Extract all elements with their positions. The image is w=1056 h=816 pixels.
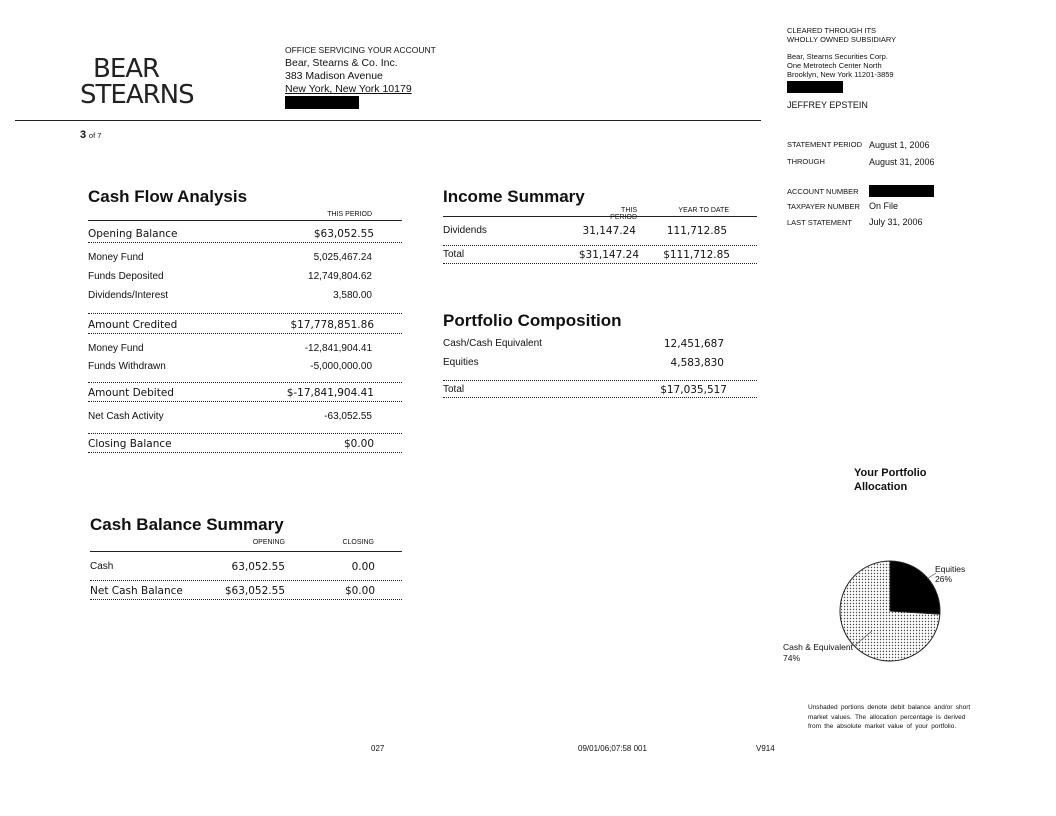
- allocation-title-line2: Allocation: [854, 481, 908, 493]
- cash-balance-col2: CLOSING: [342, 539, 374, 546]
- cash-balance-cash-row: [90, 561, 402, 575]
- taxpayer-value: On File: [869, 201, 899, 211]
- redacted-box: [787, 81, 843, 93]
- through-label: THROUGH: [787, 157, 825, 166]
- bear-stearns-logo: [80, 56, 194, 108]
- divider: [90, 599, 402, 600]
- portfolio-equities-label: Equities: [443, 357, 479, 368]
- cash-flow-col-header: THIS PERIOD: [327, 211, 372, 218]
- income-total-row: [443, 249, 757, 262]
- cash-balance-cash-open: 63,052.55: [231, 561, 285, 573]
- withdrawn-value: -5,000,000.00: [310, 361, 372, 372]
- net-activity-value: -63,052.55: [324, 411, 372, 422]
- divider: [88, 401, 402, 402]
- portfolio-cash-label: Cash/Cash Equivalent: [443, 338, 542, 349]
- office-line1: Bear, Stearns & Co. Inc.: [285, 57, 398, 69]
- logo-line2: STEARNS: [80, 80, 194, 110]
- cash-flow-title: Cash Flow Analysis: [88, 187, 248, 206]
- clearing-line5: Brooklyn, New York 11201-3859: [787, 70, 894, 79]
- clearing-line3: Bear, Stearns Securities Corp.: [787, 52, 888, 61]
- office-block: [285, 44, 436, 113]
- note-line2: market values. The allocation percentage is derived: [808, 713, 966, 721]
- portfolio-cash-row: [443, 338, 757, 350]
- closing-label: Closing Balance: [88, 438, 172, 450]
- cash-balance-section: [90, 515, 402, 600]
- divider: [88, 333, 402, 334]
- portfolio-equities-row: [443, 357, 757, 369]
- money-fund2-label: Money Fund: [88, 343, 144, 354]
- cash-legend: [783, 642, 853, 664]
- portfolio-cash-value: 12,451,687: [663, 338, 724, 350]
- footer-code2: V914: [756, 744, 775, 753]
- office-header: OFFICE SERVICING YOUR ACCOUNT: [285, 45, 436, 55]
- dividends-value: 3,580.00: [333, 290, 372, 301]
- debited-label: Amount Debited: [88, 387, 174, 399]
- taxpayer-label: TAXPAYER NUMBER: [787, 201, 860, 211]
- clearing-line1: CLEARED THROUGH ITS: [787, 26, 877, 35]
- dividends-row: [88, 290, 402, 301]
- cash-balance-title: Cash Balance Summary: [90, 515, 284, 534]
- money-fund-row: [88, 252, 402, 263]
- opening-row: [88, 228, 402, 240]
- dividends-label: Dividends/Interest: [88, 290, 169, 301]
- withdrawn-row: [88, 361, 402, 372]
- income-dividends-ytd: 111,712.85: [666, 225, 727, 237]
- cash-balance-net-close: $0.00: [344, 585, 375, 597]
- opening-value: $63,052.55: [313, 228, 374, 240]
- divider: [90, 551, 402, 552]
- income-dividends-row: [443, 225, 757, 239]
- page-total: of 7: [88, 131, 102, 140]
- cash-balance-net-open: $63,052.55: [224, 585, 285, 597]
- office-line3: New York, New York 10179: [285, 83, 412, 95]
- page-current: 3: [80, 129, 87, 141]
- money-fund-value: 5,025,467.24: [313, 252, 372, 263]
- equities-legend: [935, 564, 965, 584]
- cash-balance-cash-close: 0.00: [351, 561, 375, 573]
- cash-equiv-label: Cash & Equivalent: [783, 642, 853, 652]
- net-activity-row: [88, 411, 402, 422]
- footer-code1: 027: [371, 744, 385, 753]
- client-name: JEFFREY EPSTEIN: [787, 100, 868, 110]
- credited-label: Amount Credited: [88, 319, 178, 331]
- income-dividends-period: 31,147.24: [582, 225, 636, 237]
- divider: [88, 313, 402, 314]
- income-total-label: Total: [443, 249, 465, 260]
- closing-row: [88, 438, 402, 450]
- allocation-note: [808, 703, 970, 732]
- credited-row: [88, 319, 402, 331]
- divider: [443, 263, 757, 264]
- divider: [443, 397, 757, 398]
- portfolio-section: [443, 311, 757, 398]
- redacted-box: [869, 185, 934, 197]
- note-line3: from the absolute market value of your portfolio.: [808, 723, 957, 730]
- portfolio-total-label: Total: [443, 384, 465, 395]
- equities-pct: 26%: [935, 574, 953, 584]
- net-activity-label: Net Cash Activity: [88, 411, 164, 422]
- funds-deposited-row: [88, 271, 402, 282]
- portfolio-equities-value: 4,583,830: [670, 357, 724, 369]
- period-label: STATEMENT PERIOD: [787, 140, 863, 149]
- period-to: August 31, 2006: [869, 156, 935, 167]
- cash-balance-cash-label: Cash: [90, 561, 114, 572]
- income-dividends-label: Dividends: [443, 225, 487, 236]
- credited-value: $17,778,851.86: [290, 319, 374, 331]
- debited-row: [88, 387, 402, 399]
- equities-label: Equities: [935, 564, 966, 574]
- footer-timestamp: 09/01/06;07:58 001: [578, 744, 647, 753]
- allocation-title: [854, 466, 927, 494]
- withdrawn-label: Funds Withdrawn: [88, 361, 166, 372]
- closing-value: $0.00: [343, 438, 374, 450]
- income-section: [443, 187, 757, 264]
- portfolio-total-value: $17,035,517: [660, 384, 727, 396]
- divider: [90, 580, 402, 581]
- last-statement-value: July 31, 2006: [869, 217, 923, 227]
- income-col2: YEAR TO DATE: [678, 207, 729, 214]
- money-fund-label: Money Fund: [88, 252, 144, 263]
- funds-deposited-value: 12,749,804.62: [308, 271, 372, 282]
- divider: [88, 382, 402, 383]
- cash-flow-section: [88, 187, 402, 453]
- portfolio-title: Portfolio Composition: [443, 311, 622, 330]
- opening-label: Opening Balance: [88, 228, 178, 240]
- income-title: Income Summary: [443, 187, 585, 206]
- divider: [443, 245, 757, 246]
- logo-line1: BEAR: [93, 54, 160, 84]
- income-total-period: $31,147.24: [578, 249, 639, 261]
- cash-equiv-pct: 74%: [783, 653, 801, 663]
- clearing-line4: One Metrotech Center North: [787, 61, 882, 70]
- note-line1: Unshaded portions denote debit balance and/or short: [808, 704, 971, 711]
- income-col1: THIS PERIOD: [610, 207, 637, 221]
- money-fund-debit-row: [88, 343, 402, 354]
- allocation-title-line1: Your Portfolio: [854, 467, 927, 479]
- header-rule: [15, 120, 761, 121]
- statement-details: [787, 136, 947, 230]
- divider: [88, 242, 402, 243]
- office-line2: 383 Madison Avenue: [285, 70, 383, 82]
- period-from: August 1, 2006: [869, 139, 930, 150]
- redacted-box: [285, 96, 359, 109]
- divider: [88, 452, 402, 453]
- funds-deposited-label: Funds Deposited: [88, 271, 164, 282]
- page-number: [80, 129, 101, 141]
- account-label: ACCOUNT NUMBER: [787, 186, 859, 196]
- cash-balance-net-label: Net Cash Balance: [90, 585, 183, 597]
- portfolio-total-row: [443, 384, 757, 396]
- clearing-block: [787, 26, 896, 110]
- income-total-ytd: $111,712.85: [663, 249, 730, 261]
- last-statement-label: LAST STATEMENT: [787, 217, 853, 227]
- divider: [88, 220, 402, 221]
- cash-balance-col1: OPENING: [252, 539, 285, 546]
- debited-value: $-17,841,904.41: [286, 387, 374, 399]
- money-fund2-value: -12,841,904.41: [304, 343, 372, 354]
- divider: [88, 433, 402, 434]
- divider: [443, 380, 757, 381]
- pie-slice-equities: [890, 561, 940, 614]
- clearing-line2: WHOLLY OWNED SUBSIDIARY: [787, 35, 897, 44]
- cash-balance-net-row: [90, 585, 402, 599]
